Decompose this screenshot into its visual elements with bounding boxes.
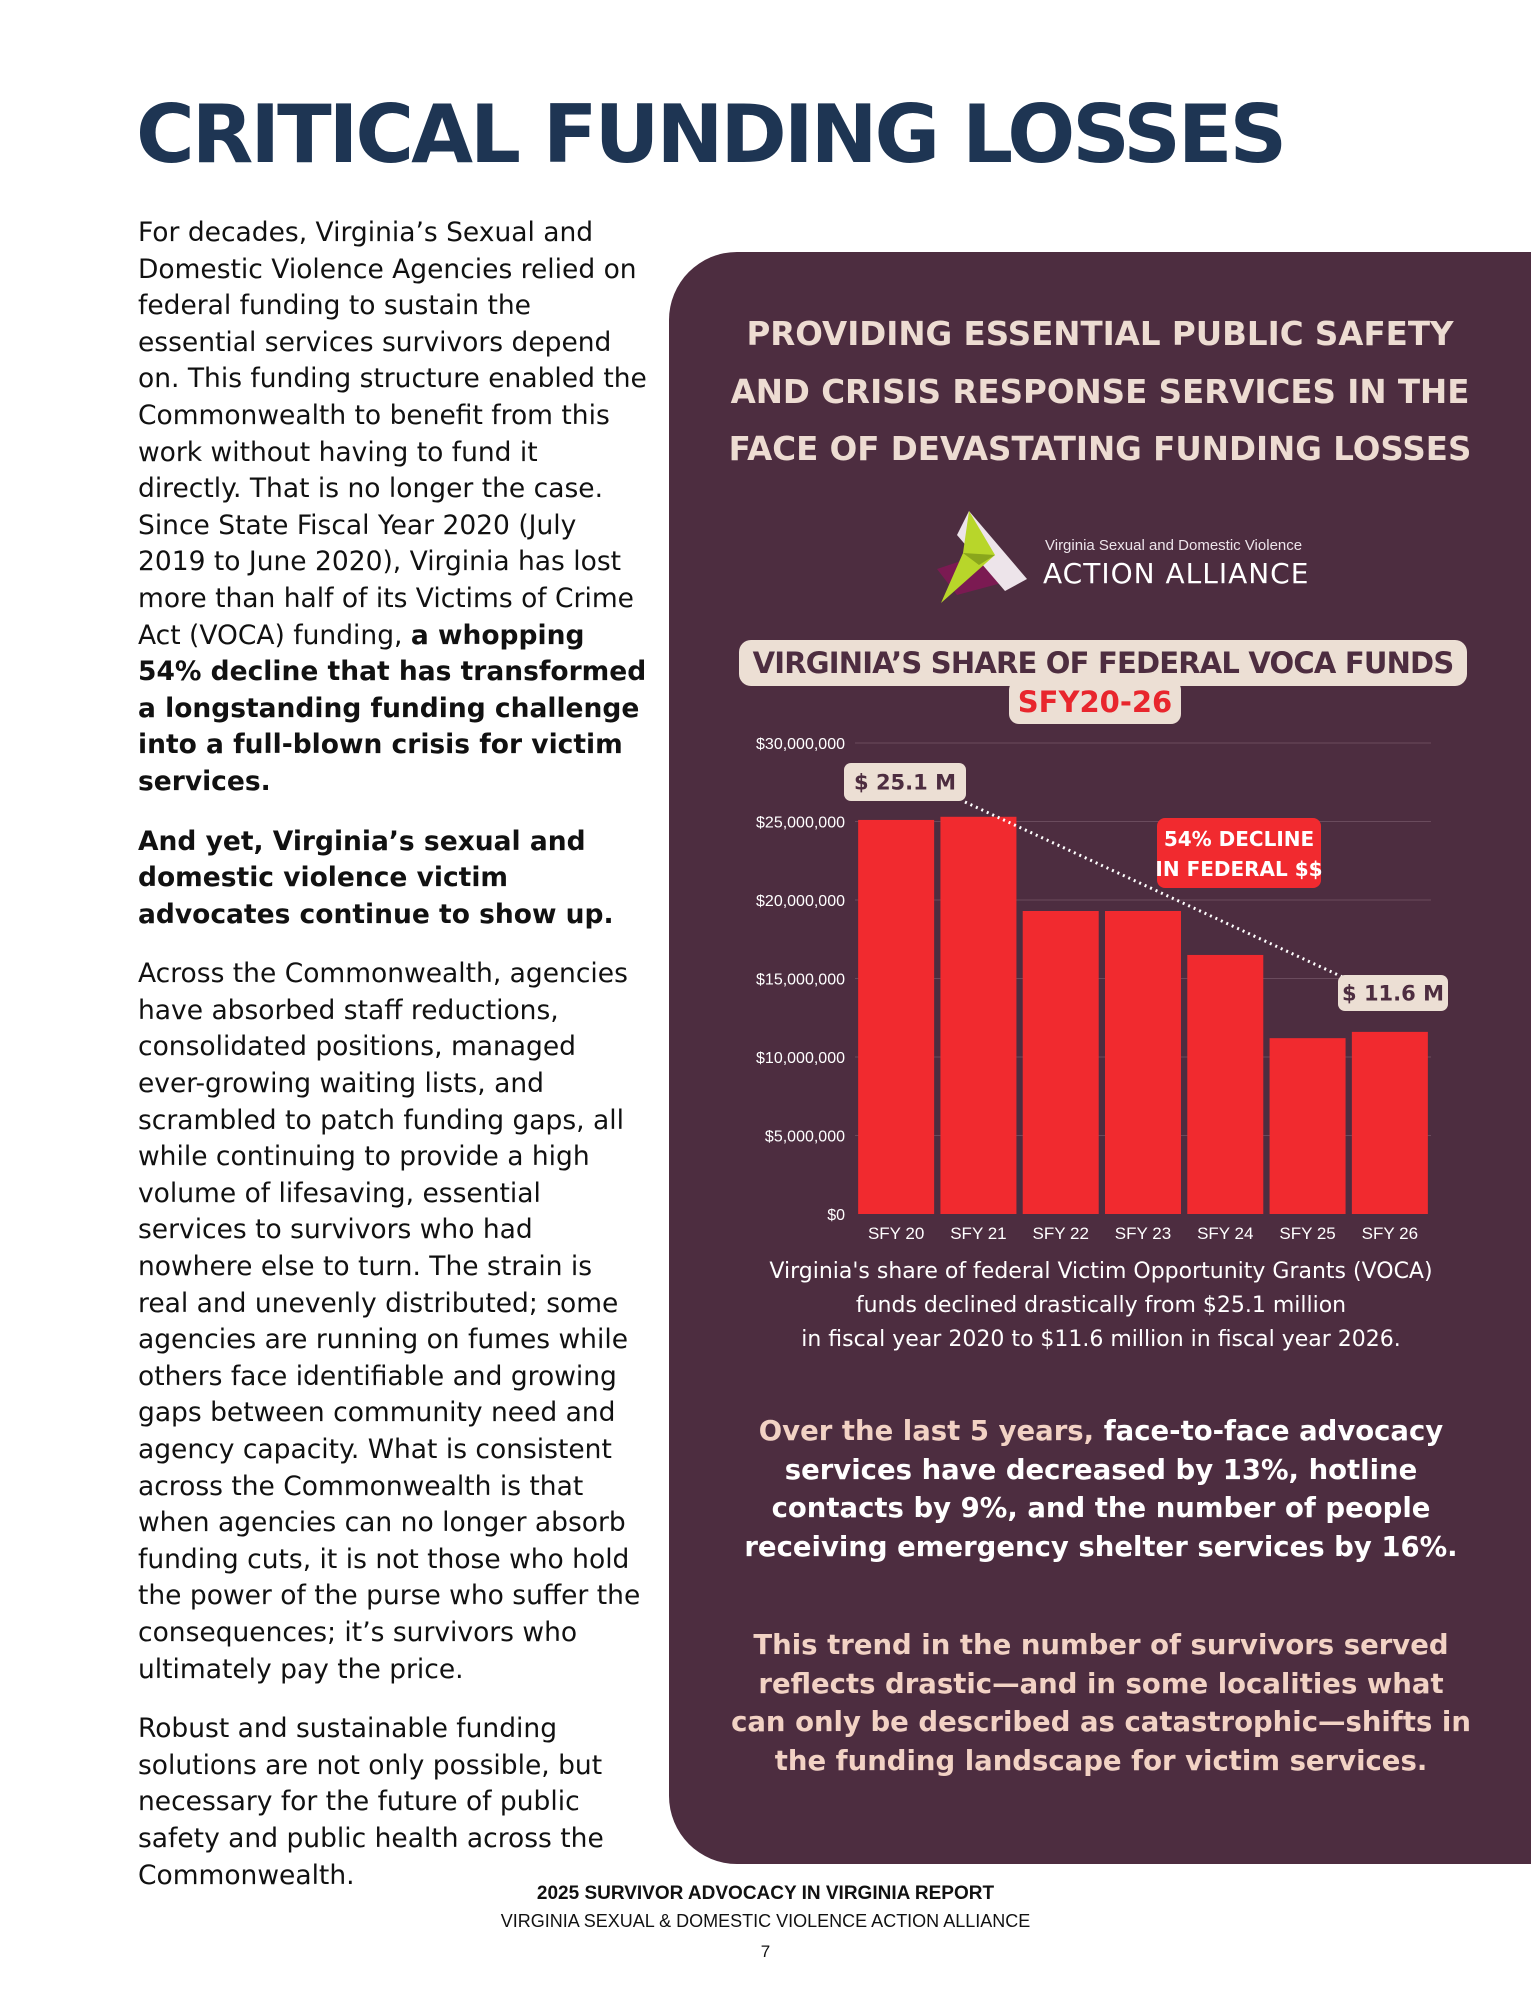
- chart-title: VIRGINIA’S SHARE OF FEDERAL VOCA FUNDS: [739, 640, 1467, 686]
- page-number: 7: [760, 1942, 771, 1961]
- solutions-paragraph: Robust and sustainable funding solutions are not only possible, but necessary for the future of public safety and public health across the Commonwealth.: [138, 1713, 604, 1891]
- x-tick-label: SFY 21: [950, 1224, 1007, 1243]
- bar: [1023, 911, 1099, 1214]
- footer-organization: VIRGINIA SEXUAL & DOMESTIC VIOLENCE ACTION ALLIANCE: [500, 1911, 1031, 1931]
- x-tick-label: SFY 20: [867, 1224, 925, 1243]
- advocates-paragraph: And yet, Virginia’s sexual and domestic violence victim advocates continue to show up.: [138, 825, 614, 930]
- body-text-column: [138, 215, 648, 1917]
- logo-name: ACTION ALLIANCE: [1043, 557, 1310, 590]
- bar: [1352, 1032, 1428, 1214]
- voca-funds-bar-chart: [669, 252, 1531, 1252]
- bar: [858, 820, 934, 1214]
- x-tick-label: SFY 26: [1361, 1224, 1419, 1243]
- bar: [1187, 955, 1263, 1214]
- decline-badge-line-2: IN FEDERAL $$: [1155, 857, 1323, 881]
- decline-badge-line-1: 54% DECLINE: [1163, 827, 1315, 851]
- y-tick-label: $15,000,000: [756, 971, 845, 989]
- x-tick-label: SFY 24: [1197, 1224, 1254, 1243]
- bar: [1270, 1038, 1346, 1214]
- y-tick-label: $20,000,000: [756, 893, 845, 910]
- panel-heading-line-2: AND CRISIS RESPONSE SERVICES IN THE: [730, 372, 1470, 411]
- panel-heading-line-3: FACE OF DEVASTATING FUNDING LOSSES: [728, 430, 1472, 468]
- y-tick-label: $25,000,000: [756, 814, 845, 832]
- agencies-paragraph: Across the Commonwealth, agencies have absorbed staff reductions, consolidated positions, managed ever-growing waiting lists, and scrambled to patch funding gaps, all while continuing to provide a high volume of lifesaving, essential services to survivors who had nowhere else to turn. The strain is real and unevenly distributed; some agencies are running on fumes while others face identifiable and growing gaps between community need and agency capacity. What is consistent across the Commonwealth is that when agencies can no longer absorb funding cuts, it is not those who hold the power of the purse who suffer the consequences; it’s survivors who ultimately pay the price.: [138, 958, 641, 1685]
- chart-subtitle: SFY20-26: [1009, 680, 1181, 724]
- y-tick-label: $30,000,000: [756, 736, 845, 753]
- start-value-label: $ 25.1 M: [854, 770, 956, 795]
- x-tick-label: SFY 22: [1032, 1224, 1089, 1243]
- x-tick-label: SFY 23: [1114, 1224, 1172, 1243]
- services-decline-stat: [729, 1412, 1473, 1566]
- bar: [1105, 911, 1181, 1214]
- services-decline-text: face-to-face advocacy services have decreased by 13%, hotline contacts by 9%, and the number of people receiving emergency shelter services by 16%.: [744, 1415, 1458, 1563]
- page-title: CRITICAL FUNDING LOSSES: [136, 88, 1285, 181]
- chart-caption-line-1: Virginia's share of federal Victim Opportunity Grants (VOCA): [769, 1259, 1433, 1284]
- intro-paragraph: [138, 215, 648, 801]
- logo-subtitle: Virginia Sexual and Domestic Violence: [1045, 537, 1303, 554]
- page-footer: [0, 1883, 1531, 1962]
- chart-caption: [729, 1255, 1473, 1357]
- y-tick-label: $5,000,000: [764, 1128, 845, 1146]
- footer-report-title: 2025 SURVIVOR ADVOCACY IN VIRGINIA REPORT: [536, 1883, 995, 1904]
- x-tick-label: SFY 25: [1279, 1224, 1336, 1243]
- end-value-label: $ 11.6 M: [1342, 981, 1444, 1006]
- services-decline-lead: Over the last 5 years,: [758, 1415, 1095, 1447]
- info-panel: [669, 252, 1531, 1864]
- bar: [940, 817, 1016, 1214]
- trend-statement: This trend in the number of survivors served reflects drastic—and in some localities what can only be described as catastrophic—shifts in the funding landscape for victim services.: [731, 1629, 1471, 1777]
- intro-text: For decades, Virginia’s Sexual and Domestic Violence Agencies relied on federal funding to sustain the essential services survivors depend on. This funding structure enabled the Commonwealth to benefit from this work without having to fund it directly. That is no longer the case. Since State Fiscal Year 2020 (July 2019 to June 2020), Virginia has lost more than half of its Victims of Crime Act (VOCA) funding,: [138, 217, 647, 651]
- panel-heading-line-1: PROVIDING ESSENTIAL PUBLIC SAFETY: [746, 315, 1454, 353]
- y-tick-label: $10,000,000: [756, 1050, 845, 1067]
- intro-bold-text: a whopping 54% decline that has transformed a longstanding funding challenge into a full-blown crisis for victim services.: [138, 619, 647, 797]
- chart-caption-line-3: in fiscal year 2020 to $11.6 million in fiscal year 2026.: [801, 1327, 1401, 1352]
- y-tick-label: $0: [827, 1207, 845, 1224]
- chart-caption-line-2: funds declined drastically from $25.1 million: [855, 1293, 1347, 1318]
